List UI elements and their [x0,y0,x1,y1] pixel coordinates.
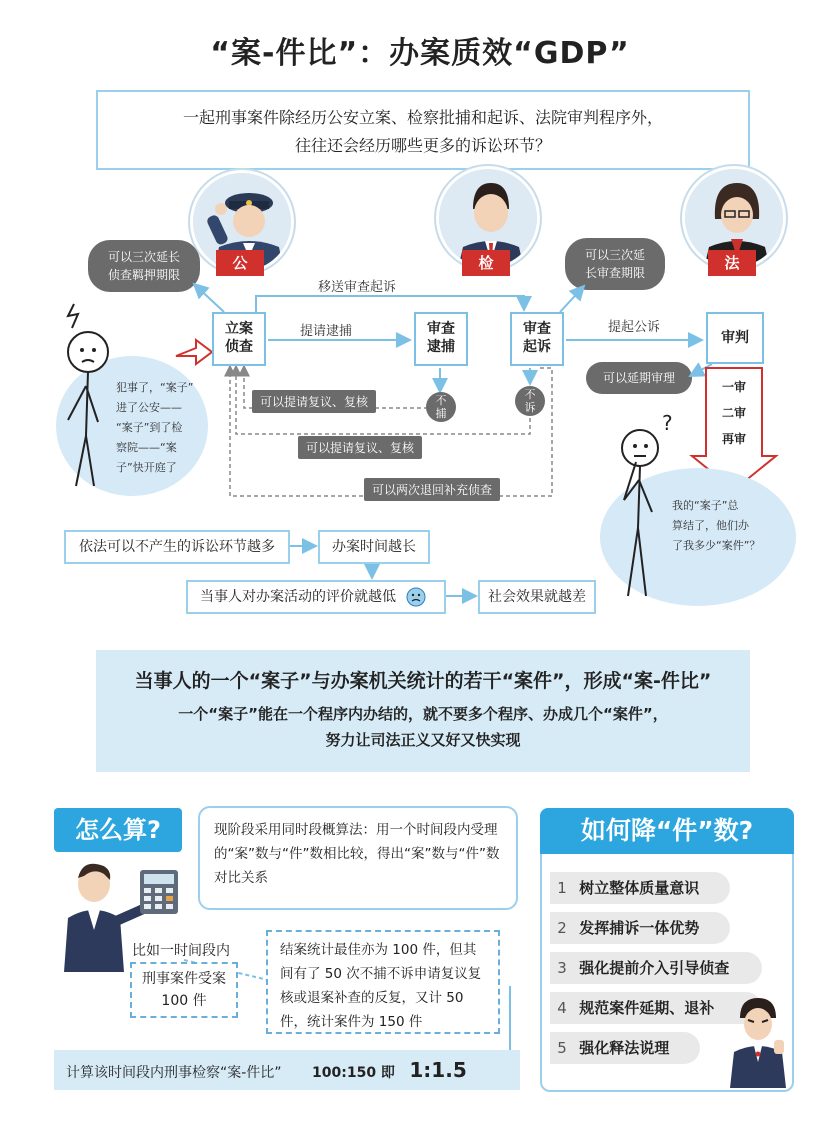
left-bubble-line-2: 进了公安—— [116,401,182,414]
accept-cases-box [130,962,238,1018]
reduce-step-label: 发挥捕诉一体优势 [579,919,700,937]
reduce-step-label: 规范案件延期、退补 [579,999,715,1017]
calc-result-bar [54,1050,520,1090]
summary-sub-2: 努力让司法正义又好又快实现 [325,731,521,749]
calc-method-box: 现阶段采用同时段概算法：用一个时间段内受理的“案”数与“件”数相比较，得出“案”数与“件”数对比关系 [198,806,518,910]
reduce-step [550,872,730,904]
reduce-step-number: 5 [557,1039,567,1057]
calc-value: 100:150 即 [312,1065,395,1081]
cloud-court-delay: 可以延期审理 [586,362,692,394]
reduce-step [550,952,762,984]
role-tag-police: 公 [216,250,264,276]
summary-band [96,650,750,772]
cloud-proc-line-1: 可以三次延 [584,248,645,262]
reduce-step-label: 强化提前介入引导侦查 [579,959,730,977]
left-bubble-line-4: 察院——“案 [116,441,177,454]
no-arrest-circle [426,392,456,422]
label-file-prosecution: 提起公诉 [608,320,661,335]
node-trial: 审判 [706,312,764,364]
node-review-arrest [414,312,468,366]
role-tag-procuratorate: 检 [462,250,510,276]
no-arrest-line-1: 不 [435,394,447,407]
accept-cases-line-2: 100 件 [161,993,207,1009]
role-tag-court: 法 [708,250,756,276]
flow-box-worse-effect: 社会效果就越差 [478,580,596,614]
flow-box-more-steps: 依法可以不产生的诉讼环节越多 [64,530,290,564]
node-prosecution-line-1: 审查 [523,321,551,337]
node-filing-line-2: 侦查 [225,339,253,355]
reduce-step [550,912,730,944]
left-bubble-line-3: “案子”到了检 [116,421,183,434]
tag-review-reconsideration-2: 可以提请复议、复核 [298,436,422,459]
trial-level-second: 二审 [721,406,746,420]
label-request-arrest: 提请逮捕 [300,324,353,339]
cloud-police-line-1: 可以三次延长 [107,250,180,264]
node-filing-investigation [212,312,266,366]
node-arrest-line-2: 逮捕 [427,339,455,355]
node-arrest-line-1: 审查 [427,321,455,337]
reduce-step-number: 2 [557,919,567,937]
page-title: “案-件比”：办案质效“GDP” [210,36,630,71]
tag-review-reconsideration-1: 可以提请复议、复核 [252,390,376,413]
example-label: 比如一时间段内 [132,943,230,959]
node-review-prosecution [510,312,564,366]
flow-box-longer-time: 办案时间越长 [318,530,430,564]
right-bubble-line-3: 了我多少“案件”？ [672,539,761,552]
trial-level-first: 一审 [721,380,746,394]
calc-ratio: 1:1.5 [409,1058,467,1082]
no-prosecute-line-1: 不 [524,388,536,401]
prosecutor-thumbs-up-icon [726,996,790,1088]
reduce-step-label: 树立整体质量意识 [579,879,700,897]
reduce-step-label: 强化释法说理 [579,1039,670,1057]
how-reduce-heading: 如何降“件”数? [540,808,794,854]
svg-text:?: ? [662,411,673,435]
cloud-police-line-2: 侦查羁押期限 [107,268,180,282]
trial-levels [718,374,750,452]
reduce-step-number: 3 [557,959,567,977]
left-bubble-line-1: 犯事了，“案子” [116,381,194,394]
left-bubble-line-5: 子”快开庭了 [116,461,177,474]
no-prosecute-circle [515,386,545,416]
label-transfer-prosecution: 移送审查起诉 [318,280,397,295]
right-bubble-line-2: 算结了，他们办 [672,519,749,532]
reduce-step [550,1032,700,1064]
node-filing-line-1: 立案 [225,321,253,337]
reduce-step-number: 1 [557,879,567,897]
cloud-proc-line-2: 长审查期限 [584,266,645,280]
question-line-1: 一起刑事案件除经历公安立案、检察批捕和起诉、法院审判程序外， [182,108,663,127]
sad-face-icon [406,587,426,607]
right-bubble-line-1: 我的“案子”总 [672,499,739,512]
worried-stick-figure-icon [48,296,118,496]
reduce-step-number: 4 [557,999,567,1017]
flow-box-lower-evaluation-text: 当事人对办案活动的评价就越低 [200,589,396,605]
no-prosecute-line-2: 诉 [524,401,536,414]
tag-return-investigation: 可以两次退回补充侦查 [364,478,500,501]
thinking-stick-figure-icon [610,408,690,604]
node-prosecution-line-2: 起诉 [523,339,551,355]
calc-text: 计算该时间段内刑事检察“案-件比” [66,1065,282,1081]
trial-level-retrial: 再审 [721,432,746,446]
statistics-detail-box: 结案统计最佳亦为 100 件，但其间有了 50 次不捕不诉申请复议复核或退案补查的反复，又计 50 件，统计案件为 150 件 [266,930,500,1034]
summary-sub-1: 一个“案子”能在一个程序内办结的，就不要多个程序、办成几个“案件”， [178,705,668,723]
how-calc-heading: 怎么算? [54,808,182,852]
question-line-2: 往往还会经历哪些更多的诉讼环节？ [294,136,551,155]
no-arrest-line-2: 捕 [435,407,447,420]
flow-box-lower-evaluation [186,580,446,614]
accept-cases-line-1: 刑事案件受案 [142,971,226,987]
summary-main: 当事人的一个“案子”与办案机关统计的若干“案件”，形成“案-件比” [134,670,712,692]
